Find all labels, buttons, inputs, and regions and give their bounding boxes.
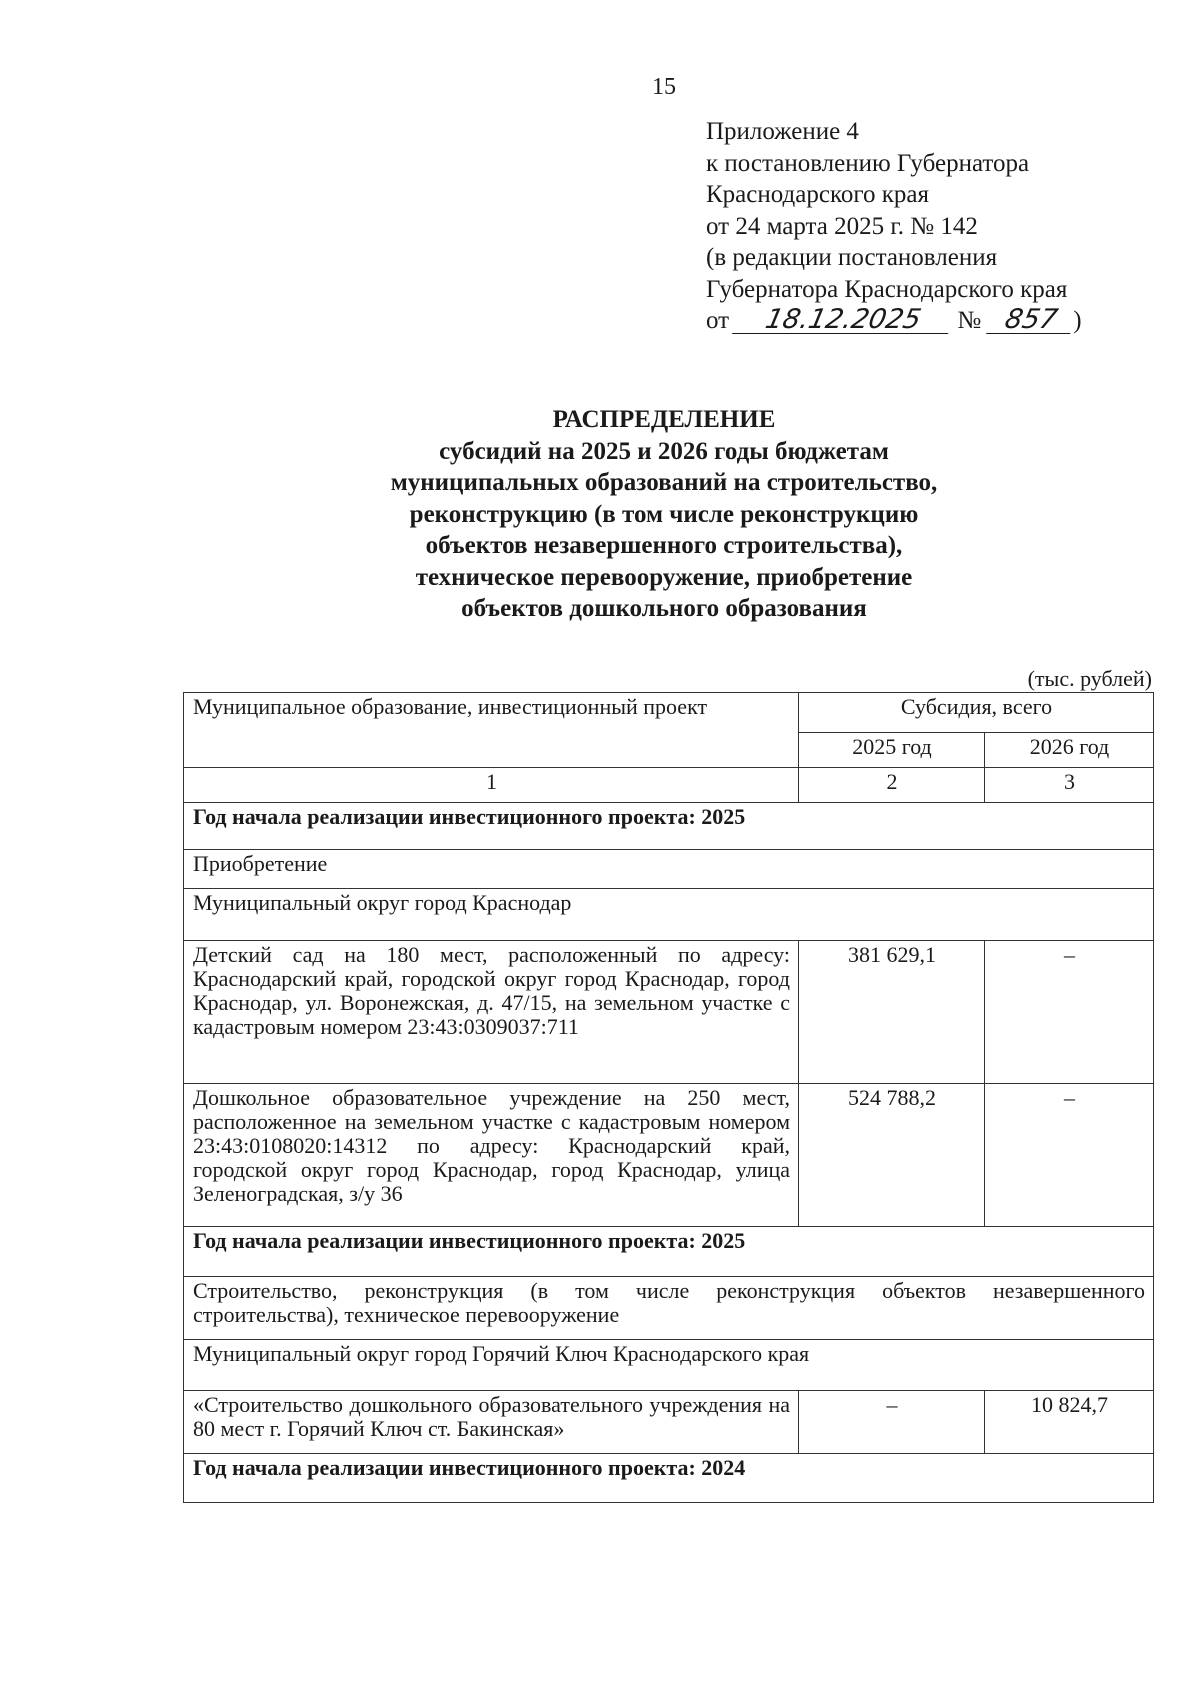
title-line: объектов незавершенного строительства), — [425, 532, 903, 559]
title-line: субсидий на 2025 и 2026 годы бюджетам — [439, 437, 889, 465]
section-row: Год начала реализации инвестиционного проекта: 2025 — [184, 803, 1154, 850]
appendix-line: Приложение 4 — [706, 118, 859, 145]
title-line: реконструкцию (в том числе реконструкцию — [409, 500, 919, 528]
appendix-block — [706, 116, 1082, 337]
appendix-line: (в редакции постановления — [706, 244, 998, 271]
table-row — [184, 803, 1154, 850]
appendix-line: Краснодарского края — [706, 181, 929, 208]
signature-close: ) — [1073, 307, 1082, 334]
group-row: Строительство, реконструкция (в том числе реконструкция объектов незавершенного строительства), техническое перевооружение — [184, 1277, 1154, 1340]
table-row — [184, 1391, 1154, 1454]
header-year-2025: 2025 год — [799, 732, 985, 767]
value-2025: 524 788,2 — [799, 1084, 985, 1227]
table-header-row — [184, 693, 1154, 733]
column-number: 3 — [985, 768, 1154, 803]
table-row — [184, 1277, 1154, 1340]
title-line: техническое перевооружение, приобретение — [415, 563, 913, 591]
header-subsidy-total: Субсидия, всего — [799, 693, 1154, 733]
handwritten-date: 18.12.2025 — [732, 307, 954, 334]
group-row: Муниципальный округ город Краснодар — [184, 889, 1154, 941]
units-label: (тыс. рублей) — [1027, 666, 1152, 691]
appendix-line: Губернатора Краснодарского края — [706, 275, 1068, 303]
document-title — [0, 404, 1200, 625]
signature-prefix: от — [706, 307, 730, 334]
handwritten-number: 857 — [986, 307, 1076, 334]
signature-number-label: № — [957, 307, 982, 334]
signature-line — [706, 305, 1082, 337]
group-row: Муниципальный округ город Горячий Ключ Краснодарского края — [184, 1340, 1154, 1391]
table-row — [184, 850, 1154, 889]
project-description: Детский сад на 180 мест, расположенный по адресу: Краснодарский край, городской округ город Краснодар, город Краснодар, ул. Воронежская, д. 47/15, на земельном участке с кадастровым номером 23:43:0309037:711 — [184, 941, 799, 1084]
section-row: Год начала реализации инвестиционного проекта: 2025 — [184, 1227, 1154, 1277]
page-number: 15 — [652, 74, 676, 100]
value-2026: 10 824,7 — [985, 1391, 1154, 1454]
value-2026: – — [985, 941, 1154, 1084]
appendix-line: от 24 марта 2025 г. № 142 — [706, 212, 978, 240]
table-row — [184, 941, 1154, 1084]
table-row — [184, 1340, 1154, 1391]
group-row: Приобретение — [184, 850, 1154, 889]
section-row: Год начала реализации инвестиционного проекта: 2024 — [184, 1454, 1154, 1503]
table-row — [184, 889, 1154, 941]
appendix-line: к постановлению Губернатора — [706, 149, 1030, 177]
title-line: муниципальных образований на строительство, — [390, 469, 938, 496]
table-row — [184, 1084, 1154, 1227]
header-year-2026: 2026 год — [985, 732, 1154, 767]
header-municipality: Муниципальное образование, инвестиционный проект — [184, 693, 799, 768]
subsidy-table — [183, 692, 1154, 1503]
value-2025: 381 629,1 — [799, 941, 985, 1084]
value-2026: – — [985, 1084, 1154, 1227]
column-number-row — [184, 768, 1154, 803]
table-row — [184, 1227, 1154, 1277]
value-2025: – — [799, 1391, 985, 1454]
title-line: объектов дошкольного образования — [461, 595, 867, 622]
project-description: Дошкольное образовательное учреждение на 250 мест, расположенное на земельном участке с кадастровым номером 23:43:0108020:14312 по адресу: Краснодарский край, городской округ город Краснодар, город Краснодар, улица Зеленоградская, з/у 36 — [184, 1084, 799, 1227]
project-description: «Строительство дошкольного образовательного учреждения на 80 мест г. Горячий Ключ ст. Бакинская» — [184, 1391, 799, 1454]
table-row — [184, 1454, 1154, 1503]
column-number: 2 — [799, 768, 985, 803]
title-heading: РАСПРЕДЕЛЕНИЕ — [552, 406, 776, 433]
column-number: 1 — [184, 768, 799, 803]
